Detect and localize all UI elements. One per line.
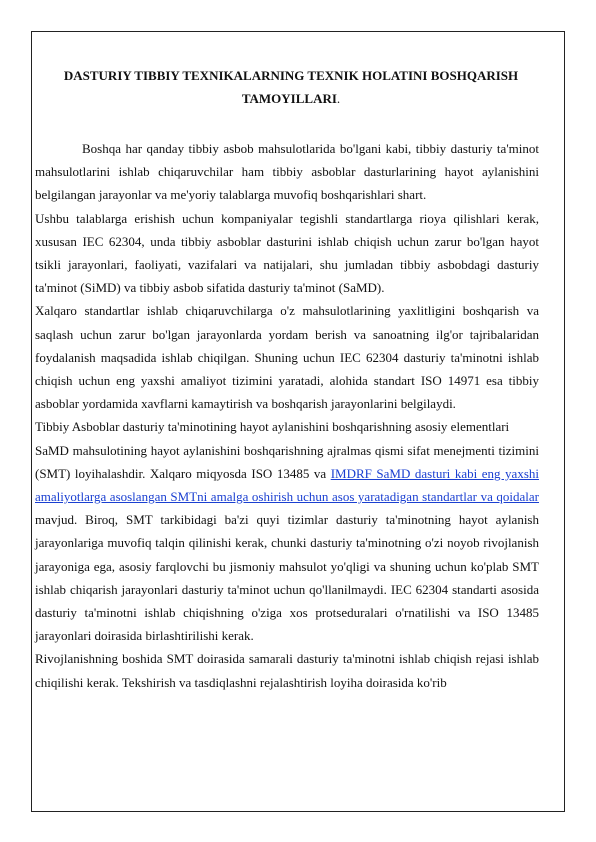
paragraph-smt <box>35 439 539 648</box>
paragraph-intro: Boshqa har qanday tibbiy asbob mahsulotlarida bo'lgani kabi, tibbiy dasturiy ta'minot mahsulotlarini ishlab chiqaruvchilar ham tibbiy asboblar dasturlarining hayot aylanishini belgilangan jarayonlar va me'yoriy talablarga muvofiq boshqarishlari shart. <box>35 141 539 203</box>
title-line-2 <box>43 87 539 110</box>
paragraph-international-standards: Xalqaro standartlar ishlab chiqaruvchilarga o'z mahsulotlarining yaxlitligini boshqarish va saqlash uchun zarur bo'lgan jarayonlarda yordam berish va sanoatning ilg'or tajribalaridan foydalanish maqsadida ishlab chiqilgan. Shuning uchun IEC 62304 dasturiy ta'minotni ishlab chiqish uchun eng yaxshi amaliyot tizimini yaratadi, alohida standart ISO 14971 esa tibbiy asboblar yordamida xavflarni kamaytirish va boshqarish jarayonlarini belgilaydi. <box>35 303 539 412</box>
title-line-1: DASTURIY TIBBIY TEXNIKALARNING TEXNIK HOLATINI BOSHQARISH <box>63 68 519 83</box>
imdrf-samd-link[interactable]: IMDRF SaMD dasturi kabi eng yaxshi amaliyotlarga asoslangan SMTni amalga oshirish uchun asos yaratadigan standartlar va qoidalar <box>35 465 539 505</box>
title-line-2-text: TAMOYILLARI <box>241 91 337 106</box>
section-heading-lifecycle: Tibbiy Asboblar dasturiy ta'minotining hayot aylanishini boshqarishning asosiy elementlari <box>35 419 510 435</box>
paragraph-standards: Ushbu talablarga erishish uchun kompaniyalar tegishli standartlarga rioya qilishlari kerak, xususan IEC 62304, unda tibbiy asboblar dasturini ishlab chiqish uchun zarur bo'lgan hayot tsikli jarayonlari, faoliyati, vazifalari va natijalari, shu jumladan tibbiy asbobdagi dasturiy ta'minot (SiMD) va tibbiy asbob sifatida dasturiy ta'minot (SaMD). <box>35 210 539 296</box>
title-period: . <box>336 91 341 106</box>
document-title <box>35 64 539 110</box>
document-body <box>35 64 539 694</box>
title-spacer <box>35 110 539 137</box>
paragraph-development-plan: Rivojlanishning boshida SMT doirasida samarali dasturiy ta'minotni ishlab chiqish rejasi ishlab chiqilishi kerak. Tekshirish va tasdiqlashni rejalashtirish loyiha doirasida ko'rib <box>35 651 539 690</box>
paragraph-smt-end: mavjud. Biroq, SMT tarkibidagi ba'zi quyi tizimlar dasturiy ta'minotning hayot aylanish jarayonlariga muvofiq talqin qilinishi kerak, chunki dasturiy ta'minotning o'zi noyob rivojlanish jarayoniga ega, asosiy farqlovchi bu jismoniy mahsulot yo'qligi va shuning uchun ko'plab SMT ishlab chiqarish jarayonlari dasturiy ta'minot uchun qo'llanilmaydi. IEC 62304 standarti asosida dasturiy ta'minotni ishlab chiqishning o'ziga xos protseduralari o'rnatilishi va ISO 13485 jarayonlari doirasida birlashtirilishi kerak. <box>35 512 539 644</box>
paragraph-smt-start: SaMD mahsulotining hayot aylanishini boshqarishning ajralmas qismi sifat menejmenti tizimini (SMT) loyihalashdir. Xalqaro miqyosda ISO 13485 va <box>35 442 539 481</box>
